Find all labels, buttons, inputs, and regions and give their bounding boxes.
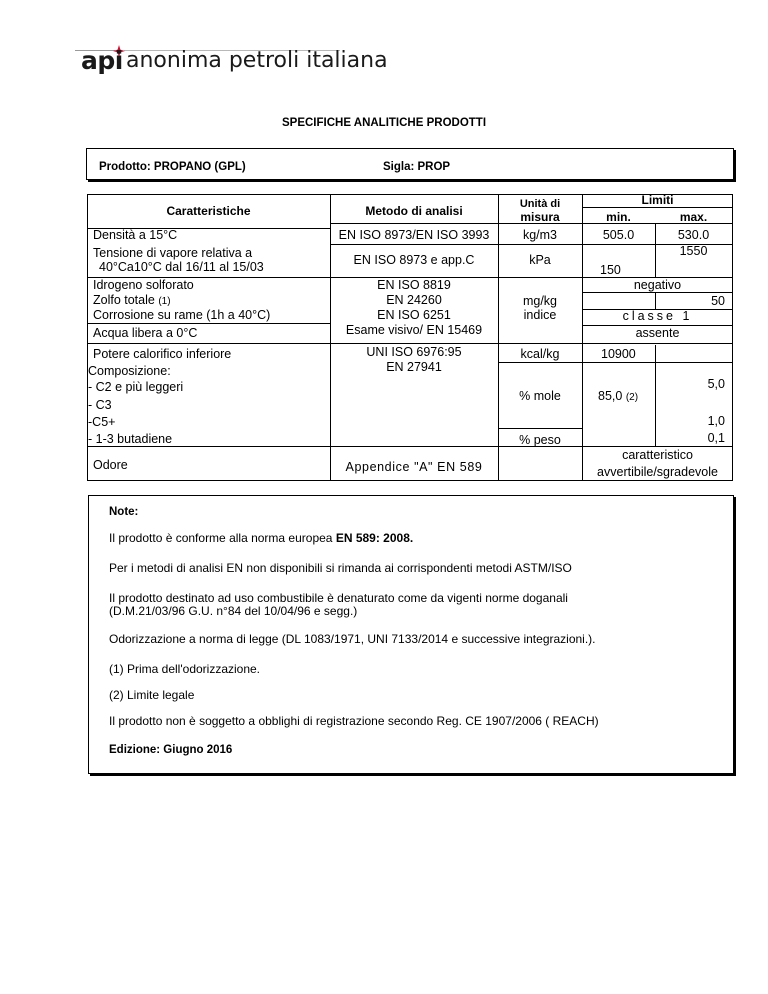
notes-title: Note:: [109, 506, 139, 518]
method-vapor-pressure: EN ISO 8973 e app.C: [353, 253, 475, 267]
product-code: Sigla: PROP: [383, 161, 451, 173]
note-odorization: Odorizzazione a norma di legge (DL 1083/1971, UNI 7133/2014 e successive integrazioni.).: [109, 632, 596, 646]
product-box: [86, 148, 734, 180]
header-unit-2: misura: [520, 210, 560, 224]
logo-api-text: api: [81, 46, 123, 75]
row-c2: - C2 e più leggeri: [88, 380, 184, 394]
logo-company-name: anonima petroli italiana: [126, 48, 388, 73]
notes-box: [88, 495, 734, 774]
limit-free-water: assente: [635, 326, 680, 340]
limit-density-max: 530.0: [677, 228, 710, 242]
row-line-6: [87, 343, 733, 344]
header-unit-1: Unità di: [519, 198, 561, 210]
method-calorific-2: EN 27941: [386, 360, 442, 374]
header-method: Metodo di analisi: [365, 204, 463, 218]
note-footnote-2: (2) Limite legale: [109, 688, 195, 702]
limit-vapor-max: 1550: [679, 244, 708, 258]
method-odor: Appendice "A" EN 589: [345, 460, 483, 474]
method-density: EN ISO 8973/EN ISO 3993: [338, 228, 490, 242]
note-conformity: Il prodotto è conforme alla norma europea EN 589: 2008.: [109, 531, 414, 545]
unit-vapor-pressure: kPa: [529, 253, 551, 267]
row-total-sulfur: Zolfo totale (1): [93, 293, 171, 307]
row-line-3: [582, 292, 733, 293]
row-line-5-left: [87, 323, 330, 324]
row-c3: - C3: [88, 398, 112, 412]
unit-calorific: kcal/kg: [520, 347, 560, 361]
unit-butadiene: % peso: [519, 433, 561, 447]
header-limits: Limiti: [641, 193, 674, 207]
limit-c5-max: 1,0: [707, 414, 725, 428]
row-odor: Odore: [93, 458, 128, 472]
limit-c3-min: 85,0 (2): [598, 389, 639, 403]
limiti-underline: [582, 207, 733, 208]
header-max: max.: [679, 210, 708, 224]
unit-density: kg/m3: [522, 228, 558, 242]
unit-sulfur: mg/kg: [522, 294, 558, 308]
c3-note-ref: (2): [625, 392, 639, 403]
limit-corrosion: classe 1: [622, 309, 693, 323]
row-hydrogen-sulfide: Idrogeno solforato: [93, 278, 194, 292]
unit-corrosion: indice: [523, 308, 557, 322]
row-line-7: [498, 362, 733, 363]
limit-vapor-min: 150: [600, 263, 621, 277]
header-min: min.: [606, 210, 631, 224]
note-methods: Per i metodi di analisi EN non disponibili si rimanda ai corrispondenti metodi ASTM/ISO: [109, 561, 572, 575]
limit-calorific-min: 10900: [601, 347, 636, 361]
row-vapor-pressure-1: Tensione di vapore relativa a: [93, 246, 253, 260]
product-name: Prodotto: PROPANO (GPL): [99, 161, 246, 173]
row-free-water: Acqua libera a 0°C: [93, 326, 198, 340]
limit-odor-2: avvertibile/sgradevole: [597, 465, 718, 479]
note-denatured-1: Il prodotto destinato ad uso combustibile è denaturato come da vigenti norme doganali: [109, 591, 568, 605]
limit-c2-max: 5,0: [707, 377, 725, 391]
method-copper-corrosion: EN ISO 6251: [377, 308, 451, 322]
row-copper-corrosion: Corrosione su rame (1h a 40°C): [93, 308, 271, 322]
method-free-water: Esame visivo/ EN 15469: [345, 323, 483, 337]
note-standard: EN 589: 2008.: [335, 531, 414, 545]
limit-density-min: 505.0: [602, 228, 635, 242]
sulfur-note-ref: (1): [158, 296, 171, 307]
row-butadiene: - 1-3 butadiene: [88, 432, 173, 446]
row-vapor-pressure-2: 40°Ca10°C dal 16/11 al 15/03: [99, 260, 264, 274]
row-density: Densità a 15°C: [93, 228, 178, 242]
note-denatured-2: (D.M.21/03/96 G.U. n°84 del 10/04/96 e segg.): [109, 604, 358, 618]
table-bottom-border: [87, 480, 733, 481]
row-calorific-value: Potere calorifico inferiore: [93, 347, 232, 361]
note-footnote-1: (1) Prima dell'odorizzazione.: [109, 662, 261, 676]
document-title: SPECIFICHE ANALITICHE PRODOTTI: [281, 117, 487, 129]
method-hydrogen-sulfide: EN ISO 8819: [377, 278, 451, 292]
unit-composition: % mole: [519, 389, 561, 403]
limit-butadiene-max: 0,1: [707, 431, 725, 445]
limit-odor-1: caratteristico: [622, 448, 693, 462]
row-c5: -C5+: [88, 415, 116, 429]
edition-date: Edizione: Giugno 2016: [109, 744, 233, 756]
note-reach: Il prodotto non è soggetto a obblighi di registrazione secondo Reg. CE 1907/2006 ( REACH): [109, 714, 599, 728]
method-calorific-1: UNI ISO 6976:95: [366, 345, 462, 359]
method-total-sulfur: EN 24260: [386, 293, 442, 307]
limit-sulfur-max: 50: [711, 294, 725, 308]
row-line-8: [498, 428, 582, 429]
row-line-9: [87, 446, 733, 447]
limit-hydrogen-sulfide: negativo: [633, 278, 682, 292]
header-characteristics: Caratteristiche: [166, 204, 251, 218]
row-composition: Composizione:: [88, 364, 171, 378]
